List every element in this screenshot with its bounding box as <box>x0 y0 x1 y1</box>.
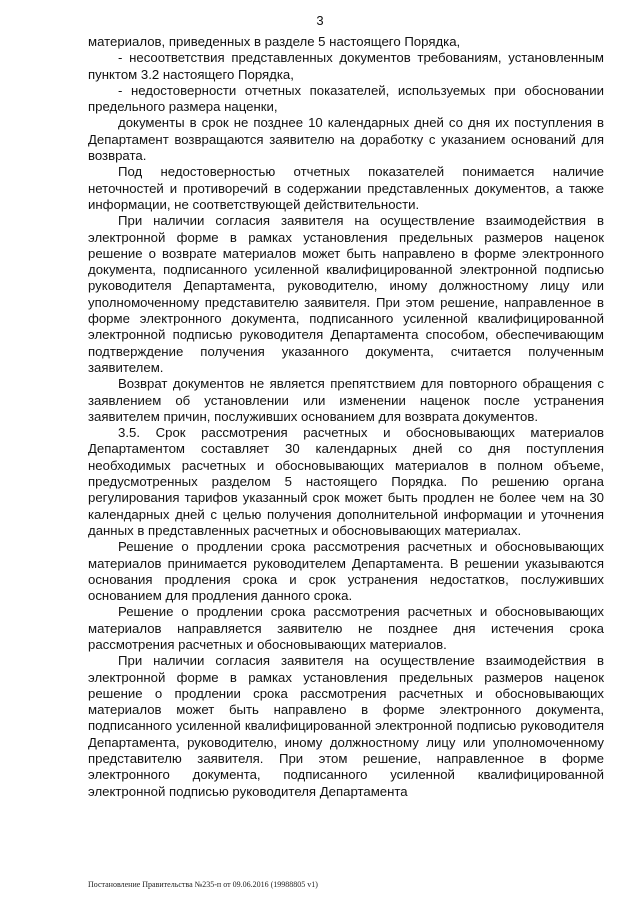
paragraph: - недостоверности отчетных показателей, используемых при обосновании предельного размера наценки, <box>88 82 604 115</box>
document-footer: Постановление Правительства №235-п от 09.06.2016 (19988805 v1) <box>88 880 318 889</box>
paragraph: Возврат документов не является препятствием для повторного обращения с заявлением об установлении или изменении наценок после устранения заявителем причин, послуживших основанием для возврата документов. <box>88 376 604 424</box>
page-number: 3 <box>316 13 324 28</box>
paragraph: При наличии согласия заявителя на осуществление взаимодействия в электронной форме в рамках установления предельных размеров наценок решение о возврате материалов может быть направлено в форме электронного документа, подписанного усиленной квалифицированной электронной подписью руководителя Департамента, руководителю, иному должностному лицу или уполномоченному представителю заявителя. При этом решение, направленное в форме электронного документа, подписанного усиленной квалифицированной электронной подписью руководителя Департамента способом, обеспечивающим подтверждение получения указанного документа, считается полученным заявителем. <box>88 213 604 375</box>
paragraph: Решение о продлении срока рассмотрения расчетных и обосновывающих материалов направляется заявителю не позднее дня истечения срока рассмотрения расчетных и обосновывающих материалов. <box>88 604 604 652</box>
paragraph: При наличии согласия заявителя на осуществление взаимодействия в электронной форме в рамках установления предельных размеров наценок решение о продлении срока рассмотрения расчетных и обосновывающих материалов может быть направлено в форме электронного документа, подписанного усиленной квалифицированной электронной подписью руководителя Департамента, руководителю, иному должностному лицу или уполномоченному представителю заявителя. При этом решение, направленное в форме электронного документа, подписанного усиленной квалифицированной электронной подписью руководителя Департамента <box>88 653 604 799</box>
paragraph: - несоответствия представленных документов требованиям, установленным пунктом 3.2 настоящего Порядка, <box>88 50 604 82</box>
paragraph: 3.5. Срок рассмотрения расчетных и обосновывающих материалов Департаментом составляет 30 календарных дней со дня поступления необходимых расчетных и обосновывающих материалов в полном объеме, предусмотренных разделом 5 настоящего Порядка. По решению органа регулирования тарифов указанный срок может быть продлен не более чем на 30 календарных дней с целью получения дополнительной информации и уточнения данных в представленных расчетных и обосновывающих материалах. <box>88 425 604 538</box>
paragraph: материалов, приведенных в разделе 5 настоящего Порядка, <box>88 34 461 49</box>
paragraph: Решение о продлении срока рассмотрения расчетных и обосновывающих материалов принимается руководителем Департамента. В решении указываются основания продления срока и срок устранения недостатков, послуживших основанием для продления данного срока. <box>88 539 604 604</box>
paragraph: документы в срок не позднее 10 календарных дней со дня их поступления в Департамент возвращаются заявителю на доработку с указанием оснований для возврата. <box>88 115 604 164</box>
paragraph: Под недостоверностью отчетных показателей понимается наличие неточностей и противоречий в содержании представленных документов, а также информации, не соответствующей действительности. <box>88 164 604 212</box>
document-body <box>88 34 604 800</box>
